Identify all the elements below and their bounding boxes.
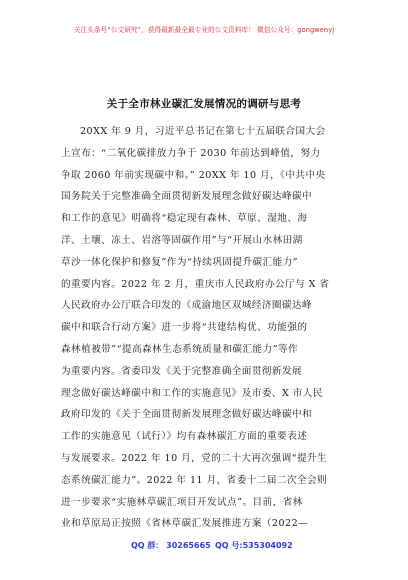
body-line: 业和草原局正按照《省林草碳汇发展推进方案（2022— xyxy=(61,518,309,530)
body-line: 人民政府办公厅联合印发的《成渝地区双城经济圈碳达峰 xyxy=(61,300,313,312)
body-line: 工作的实施意见（试行）》均有森林碳汇方面的重要表述 xyxy=(61,431,308,443)
document-body xyxy=(61,121,353,535)
header-note: 关注头条号“公文研究”，获得最新最全最专业的公文资料库！ 微信公众号：gongwenyj xyxy=(73,26,335,34)
qq-number: QQ 号:535304092 xyxy=(215,541,293,550)
body-line: 和工作的意见》明确将“稳定现有森林、草原、湿地、海 xyxy=(61,213,308,225)
body-line: 洋、土壤、冻土、岩溶等固碳作用”与“开展山水林田湖 xyxy=(61,234,303,246)
body-line: 为重要内容。省委印发《关于完整准确全面贯彻新发展 xyxy=(61,365,303,377)
body-line: 态系统碳汇能力”。2022 年 11 月，省委十二届二次全会则 xyxy=(61,474,328,486)
body-line: 的重要内容。2022 年 2 月，重庆市人民政府办公厅与 X 省 xyxy=(61,278,330,290)
body-line: 争取 2060 年前实现碳中和。” 20XX 年 10 月，《中共中央 xyxy=(61,169,326,181)
body-line: 上宣布：“二氧化碳排放力争于 2030 年前达到峰值，努力 xyxy=(61,147,321,159)
body-line: 政府印发的《关于全面贯彻新发展理念做好碳达峰碳中和 xyxy=(61,409,313,421)
body-line: 草沙一体化保护和修复”作为“持续巩固提升碳汇能力” xyxy=(61,256,299,268)
body-line: 进一步要求“实施林草碳汇项目开发试点”。目前，省林 xyxy=(61,496,303,508)
body-line: 20XX 年 9 月，习近平总书记在第七十五届联合国大会 xyxy=(80,126,326,137)
body-line: 碳中和联合行动方案》进一步将“共建结构优、功能强的 xyxy=(61,322,308,334)
body-line: 森林植被带”“提高森林生态系统质量和碳汇能力”等作 xyxy=(61,343,299,355)
qq-group-number: QQ 群： 30265665 xyxy=(131,541,211,550)
body-line: 与发展要求。2022 年 10 月，党的二十大再次强调“提升生 xyxy=(61,452,328,464)
footer-contact xyxy=(0,540,408,552)
body-line: 国务院关于完整准确全面贯彻新发展理念做好碳达峰碳中 xyxy=(61,191,313,203)
document-title: 关于全市林业碳汇发展情况的调研与思考 xyxy=(106,98,302,110)
body-line: 理念做好碳达峰碳中和工作的实施意见》及市委、X 市人民 xyxy=(61,387,323,399)
